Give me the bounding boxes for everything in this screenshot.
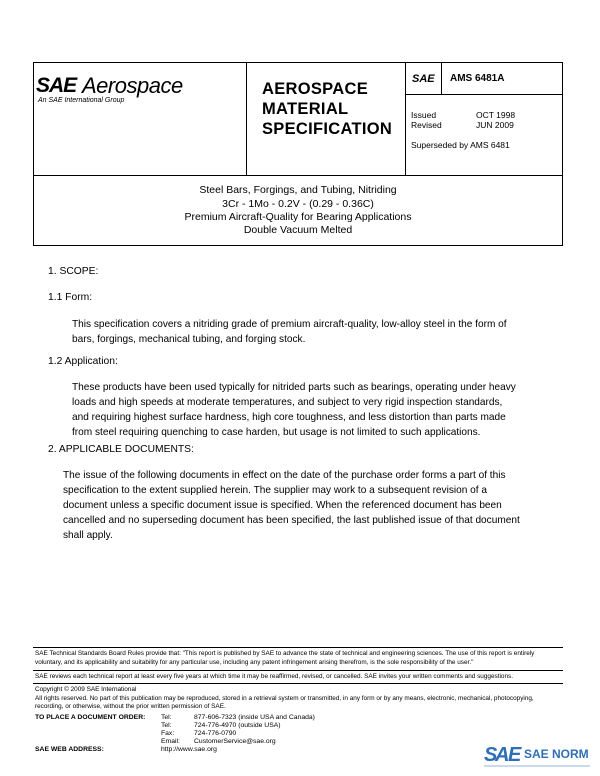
logo-subtitle: An SAE International Group <box>38 97 125 104</box>
revised-label: Revised <box>411 120 442 130</box>
section-heading: 2. APPLICABLE DOCUMENTS: <box>48 444 194 455</box>
issued-date: OCT 1998 <box>476 110 516 120</box>
title-line: Steel Bars, Forgings, and Tubing, Nitriding <box>199 184 397 196</box>
title-line: Premium Aircraft-Quality for Bearing Applications <box>184 211 412 223</box>
svg-text:E: E <box>508 744 522 766</box>
fax-value: 724-776-0790 <box>194 730 237 737</box>
header-divider <box>441 62 442 94</box>
web-address-link[interactable]: http://www.sae.org <box>161 746 217 753</box>
section-heading: 1. SCOPE: <box>48 266 99 277</box>
paragraph: These products have been used typically for nitrided parts such as bearings, operating under heavy loads and high speeds at moderate temperatures, and subject to very rigid inspection standards, and requiring highest surface hardness, high core toughness, and less distortion than parts made from steel requiring quenching to case harden, but usage is not limited to such applications. <box>72 382 516 438</box>
superseded-note: Superseded by AMS 6481 <box>411 140 510 150</box>
title-line: 3Cr - 1Mo - 0.2V - (0.29 - 0.36C) <box>222 198 374 210</box>
paragraph: The issue of the following documents in effect on the date of the purchase order forms a part of this specification to the extent supplied herein. The supplier may work to a subsequent revision of a document unless a specific document issue is specified. When the referenced document has been cancelled and no superseding document has been specified, the last published issue of that document shall apply. <box>63 470 520 541</box>
footer-rule <box>33 670 563 671</box>
footer-copyright: Copyright © 2009 SAE International All rights reserved. No part of this publication may be reproduced, stored in a retrieval system or transmitted, in any form or by any means, electronic, mechanical, photocopying, recording, or otherwise, without the prior written permission of SAE. <box>35 686 534 710</box>
section-heading: 1.1 Form: <box>48 292 93 303</box>
email-label: Email: <box>161 738 180 745</box>
tel-value: 877-606-7323 (inside USA and Canada) <box>194 714 315 721</box>
revised-date: JUN 2009 <box>476 120 514 130</box>
header-divider <box>405 94 563 95</box>
sae-logo: SAE <box>36 74 77 97</box>
issued-label: Issued <box>411 110 437 120</box>
order-label: TO PLACE A DOCUMENT ORDER: <box>35 714 146 721</box>
email-value[interactable]: CustomerService@sae.org <box>194 738 276 745</box>
section-heading: 1.2 Application: <box>48 356 118 367</box>
title-line: Double Vacuum Melted <box>243 224 353 236</box>
svg-text:A: A <box>495 744 510 766</box>
stamp-text: SAE NORM <box>524 747 589 761</box>
footer-rules-note: SAE Technical Standards Board Rules provide that: "This report is published by SAE to advance the state of technical and engineering sciences. The use of this report is entirely voluntary, and its applicability and suitability for any particular use, including any patent infringement arising therefrom, is the sole responsibility of the user." <box>35 650 535 666</box>
footer-review-note: SAE reviews each technical report at least every five years at which time it may be reaffirmed, revised, or cancelled. SAE invites your written comments and suggestions. <box>35 673 513 680</box>
sae-norm-stamp <box>484 740 594 775</box>
spec-number: AMS 6481A <box>450 73 505 84</box>
fax-label: Fax: <box>161 730 175 737</box>
aerospace-logo: Aerospace <box>82 73 183 98</box>
sae-mark: SAE <box>412 73 435 85</box>
footer-rule <box>33 647 563 648</box>
tel-label: Tel: <box>161 714 172 721</box>
svg-text:S: S <box>484 744 498 766</box>
header-divider <box>246 62 247 176</box>
footer-rule <box>33 683 563 684</box>
tel-value: 724-776-4970 (outside USA) <box>194 722 281 729</box>
document-type-title: AEROSPACE MATERIAL SPECIFICATION <box>262 80 393 138</box>
paragraph: This specification covers a nitriding grade of premium aircraft-quality, low-alloy steel in the form of bars, forgings, mechanical tubing, and forging stock. <box>72 319 507 345</box>
tel-label: Tel: <box>161 722 172 729</box>
header-divider <box>405 62 406 176</box>
web-label: SAE WEB ADDRESS: <box>35 746 104 753</box>
